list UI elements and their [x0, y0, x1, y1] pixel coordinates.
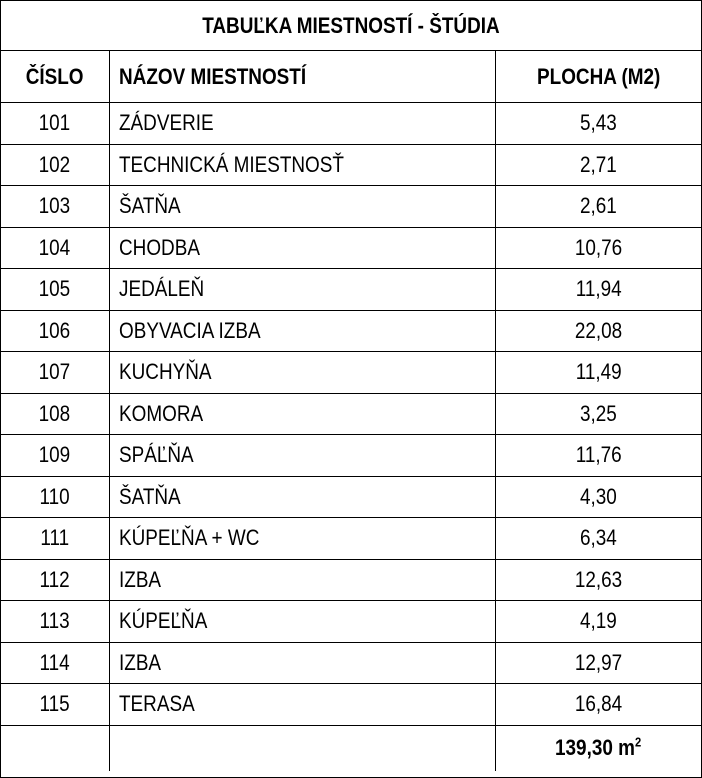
table-row [1, 310, 701, 352]
room-area: 5,43 [495, 103, 701, 145]
table-row [1, 642, 701, 684]
room-name: KOMORA [109, 393, 495, 435]
header-number: ČÍSLO [1, 51, 109, 103]
room-area: 2,61 [495, 186, 701, 228]
room-number: 115 [1, 684, 109, 726]
room-area: 4,19 [495, 601, 701, 643]
room-area: 4,30 [495, 476, 701, 518]
room-name: OBYVACIA IZBA [109, 310, 495, 352]
table-row [1, 269, 701, 311]
table-row [1, 476, 701, 518]
room-number: 111 [1, 518, 109, 560]
table-row [1, 601, 701, 643]
room-number: 112 [1, 559, 109, 601]
room-table [1, 1, 701, 771]
room-name: CHODBA [109, 227, 495, 269]
room-number: 103 [1, 186, 109, 228]
table-row [1, 144, 701, 186]
room-name: IZBA [109, 642, 495, 684]
room-number: 109 [1, 435, 109, 477]
room-name: KÚPEĽŇA [109, 601, 495, 643]
table-row [1, 227, 701, 269]
room-area: 12,97 [495, 642, 701, 684]
table-row [1, 186, 701, 228]
room-area: 3,25 [495, 393, 701, 435]
room-area: 16,84 [495, 684, 701, 726]
table-row [1, 518, 701, 560]
room-name: KÚPEĽŇA + WC [109, 518, 495, 560]
header-area: PLOCHA (M2) [495, 51, 701, 103]
header-name: NÁZOV MIESTNOSTÍ [109, 51, 495, 103]
total-empty-number [1, 725, 109, 771]
room-name: SPÁĽŇA [109, 435, 495, 477]
room-name: ŠATŇA [109, 186, 495, 228]
table-row [1, 352, 701, 394]
room-name: TECHNICKÁ MIESTNOSŤ [109, 144, 495, 186]
title-row [1, 1, 701, 51]
table-title: TABUĽKA MIESTNOSTÍ - ŠTÚDIA [1, 1, 701, 51]
room-name: IZBA [109, 559, 495, 601]
total-area [495, 725, 701, 771]
total-unit-superscript: 2 [635, 734, 642, 750]
table-row [1, 393, 701, 435]
room-area: 10,76 [495, 227, 701, 269]
room-number: 104 [1, 227, 109, 269]
room-area: 11,94 [495, 269, 701, 311]
room-name: JEDÁLEŇ [109, 269, 495, 311]
room-name: ZÁDVERIE [109, 103, 495, 145]
table-row [1, 103, 701, 145]
header-row [1, 51, 701, 103]
room-number: 102 [1, 144, 109, 186]
room-number: 105 [1, 269, 109, 311]
room-area: 22,08 [495, 310, 701, 352]
table-row [1, 559, 701, 601]
room-name: KUCHYŇA [109, 352, 495, 394]
room-area: 11,76 [495, 435, 701, 477]
total-row [1, 725, 701, 771]
table-row [1, 435, 701, 477]
total-value: 139,30 m [555, 735, 636, 760]
room-number: 106 [1, 310, 109, 352]
room-area: 11,49 [495, 352, 701, 394]
room-number: 107 [1, 352, 109, 394]
room-number: 114 [1, 642, 109, 684]
room-number: 110 [1, 476, 109, 518]
room-area: 12,63 [495, 559, 701, 601]
room-number: 108 [1, 393, 109, 435]
room-name: ŠATŇA [109, 476, 495, 518]
total-empty-name [109, 725, 495, 771]
room-number: 113 [1, 601, 109, 643]
room-name: TERASA [109, 684, 495, 726]
room-area: 2,71 [495, 144, 701, 186]
table-row [1, 684, 701, 726]
room-area: 6,34 [495, 518, 701, 560]
room-number: 101 [1, 103, 109, 145]
